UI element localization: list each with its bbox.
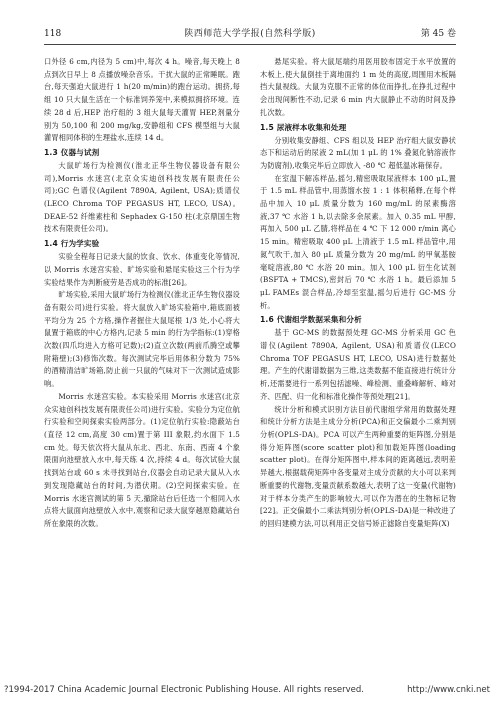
page-number: 118 (44, 29, 62, 39)
paragraph-urine-collection: 分别收集安静组、CFS 组以及 HEP 治疗组大鼠安静状态下和运动后的尿液 2 mL(加 1 μL 的 1% 叠氮化钠溶液作为防腐剂),收集完毕后立即放入 -80 ℃ 超低温冰箱保存。 (260, 135, 456, 170)
paragraph-tail-suspension: 悬尾实验。将大鼠尾端约用医用胶布固定于水平放置的木板上,使大鼠倒挂于离地面约 1 m 处的高度,周围用木板隔挡大鼠视线。大鼠为克服不正常的体位而挣扎,在挣扎过程中会出现间断性不动,记录 6 min 内大鼠静止不动的时间及挣扎次数。 (260, 57, 456, 117)
running-header (44, 28, 456, 45)
right-column (260, 56, 456, 656)
page-footer (4, 685, 496, 699)
journal-title: 陕西师范大学学报(自然科学版) (184, 29, 316, 39)
paragraph-gcms: 基于 GC-MS 的数据预处理 GC-MS 分析采用 GC 色谱仪(Agilent 7890A, Agilent, USA)和质谱仪(LECO Chroma TOF PEGASUS HT, LECO, USA)进行数据处理。产生的代谢谱数据为三维,这类数据不能直接进行统计分析,还需要进行一系列包括滤噪、峰检测、重叠峰解析、峰对齐、匹配、归一化和标准化操作等预处理[21]。 (260, 328, 456, 401)
left-column (44, 56, 240, 656)
paragraph-open-field: 旷场实验,采用大鼠旷场行为检测仪(淮北正华生物仪器设备有限公司)进行实验。将大鼠放入旷场实验箱中,箱底面被平均分为 25 个方格,操作者握住大鼠尾根 1/3 处,小心将大鼠置于箱底的中心方格内,记录 5 min 的行为学指标:(1)穿格次数(四爪均进入方格可记数);(2)直立次数(两前爪腾空或攀附箱壁);(3)修饰次数。每次测试完毕后用体积分数为 75% 的酒精清洁旷场箱,防止前一只鼠的气味对下一次测试造成影响。 (44, 290, 240, 389)
section-heading-metabolomics: 1.6 代谢组学数据采集和分析 (260, 315, 362, 325)
paragraph-statistics: 统计分析和模式识别方法目前代谢组学常用的数据处理和统计分析方法是主成分分析(PCA)和正交偏最小二乘判别分析(OPLS-DA)。PCA 可以产生两种重要的矩阵图,分别是得分矩阵图(score scatter plot)和加载矩阵图(loading scatter plot)。在得分矩阵图中,样本间的距离越远,表明差异越大,根据载荷矩阵中各变量对主成分贡献的大小可以来判断重要的代谢物,变量贡献系数越大,表明了这一变量(代谢物)对于样本分类产生的影响较大,可以作为潜在的生物标记物[22]。正交偏最小二乘法判别分析(OPLS-DA)是一种改进了的回归建模方法,可以利用正交信号矫正滤除自变量矩阵(X) (260, 404, 456, 528)
section-heading-urine: 1.5 尿液样本收集和处理 (260, 122, 347, 132)
paragraph-behavior-intro: 实验全程每日记录大鼠的饮食、饮水、体重变化等情况,以 Morris 水迷宫实验、旷场实验和悬尾实验这三个行为学实验结果作为判断疲劳是否成功的标准[26]。 (44, 252, 240, 287)
footer-url-link[interactable]: http://www.cnki.net (407, 685, 490, 695)
paragraph-urine-processing: 在室温下解冻样品,摇匀,精密吸取尿液样本 100 μL,置于 1.5 mL 样品管中,用蒸馏水按 1 : 1 体积稀释,在每个样品中加入 10 μL 质量分数为 160 mg/mL 的尿素酶溶液,37 ℃ 水浴 1 h,以去除多余尿素。加入 0.35 mL 甲醇,再加入 500 μL 乙腈,将样品在 4 ℃ 下 12 000 r/min 离心 15 min。精密吸取 400 μL 上清液于 1.5 mL 样品管中,用氮气吹干,加入 80 μL 质量分数为 20 mg/mL 的甲氧基胺毫啶溶液,80 ℃ 水浴 20 min。加入 100 μL 衍生化试剂(BSFTA + TMCS),密封后 70 ℃ 水浴 1 h。最后添加 5 μL FAMEs 混合样品,冷却至室温,摇匀后进行 GC-MS 分析。 (260, 173, 456, 310)
paragraph-stress-protocol: 口外径 6 cm,内径为 5 cm)中,每次 4 h。噪音,每天晚上 8 点到次日早上 8 点播放噪杂音乐。干扰大鼠的正常睡眠。跑台,每天强迫大鼠进行 1 h(20 m/min)的跑台运动。拥挤,每组 10 只大鼠生活在一个标准饲养笼中,来模拟拥挤环境。连续 28 d 后,HEP 治疗组的 3 组大鼠每天灌胃 HEP,剂量分别为 50,100 和 200 mg/kg,安静组和 CFS 模型组与大鼠灌胃相同体积的生理盐水,连续 14 d。 (44, 57, 240, 143)
paragraph-morris-maze: Morris 水迷宫实验。本实验采用 Morris 水迷宫(北京众实迪创科技发展有限责任公司)进行实验。实验分为定位航行实验和空间探索实验两部分。(1)定位航行实验:隐蔽站台(直径 12 cm,高度 30 cm)置于第 III 象限,约水面下 1.5 cm 处。每天依次将大鼠从东北、西北、东南、西南 4 个象限面向池壁放入水中,每天练 4 次,持续 4 d。每次试验大鼠找到站台或 60 s 未寻找到站台,仪器会自动记录大鼠从入水到发现隐藏站台的时间,为潜伏期。(2)空间探索实验。在 Morris 水迷宫测试的第 5 天,撤除站台后任选一个相同入水点将大鼠面向池壁放入水中,观察和记录大鼠穿越原隐藏站台所在象限的次数。 (44, 391, 240, 528)
section-heading-behavior: 1.4 行为学实验 (44, 239, 100, 249)
copyright-notice: ?1994-2017 China Academic Journal Electronic Publishing House. All rights reserved. (4, 685, 364, 695)
section-heading-instruments: 1.3 仪器与试剂 (44, 147, 100, 157)
paragraph-instruments: 大鼠旷场行为检测仪(淮北正华生物仪器设备有限公司),Morris 水迷宫(北京众实迪创科技发展有限责任公司);GC 色谱仪(Agilent 7890A, Agilent, USA);质谱仪(LECO Chroma TOF PEGASUS HT, LECO, USA)。DEAE-52 纤维素柱和 Sephadex G-150 柱(北京鼎国生物技术有限责任公司)。 (44, 160, 240, 234)
volume-label: 第 45 卷 (420, 29, 456, 39)
